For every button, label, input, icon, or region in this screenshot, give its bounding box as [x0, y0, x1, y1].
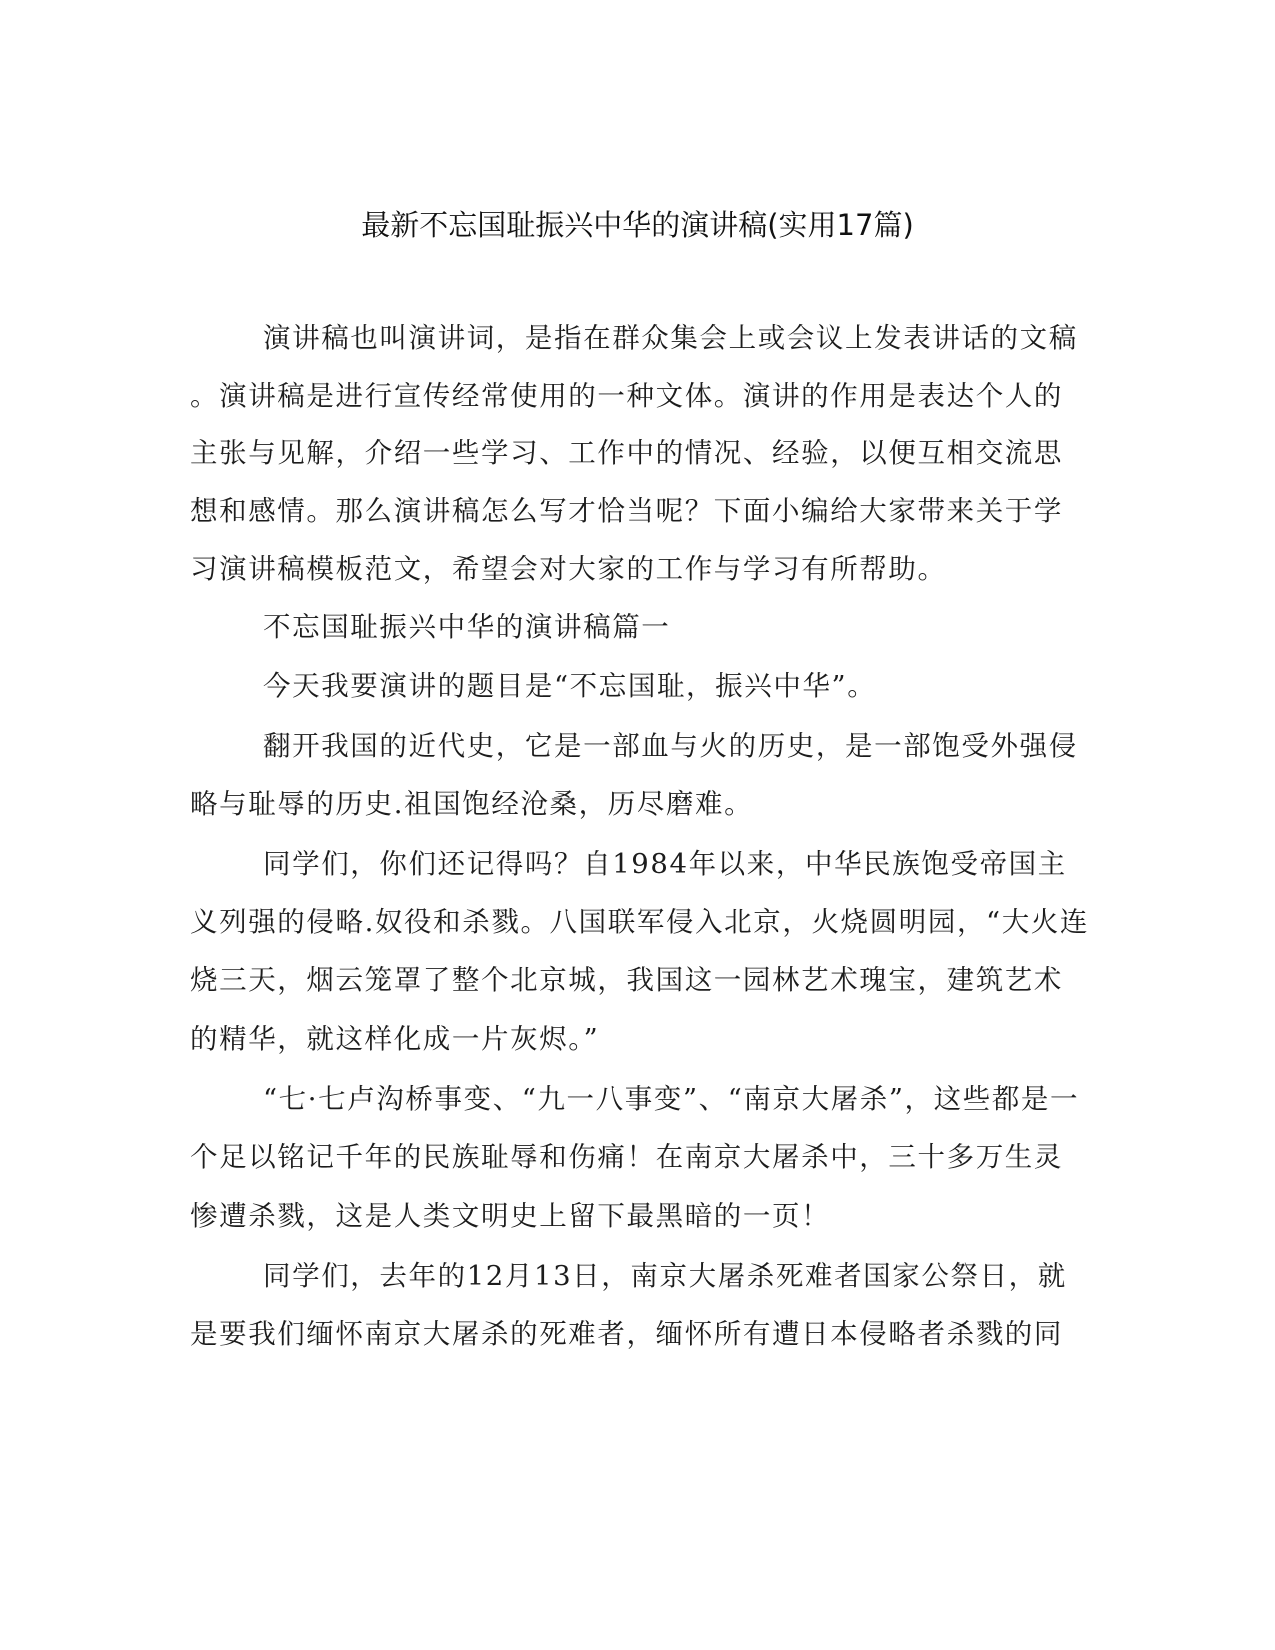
section-heading: 不忘国耻振兴中华的演讲稿篇一 [263, 611, 671, 643]
text-line: 个足以铭记千年的民族耻辱和伤痛！在南京大屠杀中，三十多万生灵 [190, 1141, 1063, 1173]
text-line: 同学们，你们还记得吗？自1984年以来，中华民族饱受帝国主 [263, 848, 1067, 880]
text-line: 翻开我国的近代史，它是一部血与火的历史，是一部饱受外强侵 [263, 730, 1078, 762]
text-line: “七·七卢沟桥事变、“九一八事变”、“南京大屠杀”，这些都是一 [263, 1083, 1080, 1115]
text-line: 义列强的侵略.奴役和杀戮。八国联军侵入北京，火烧圆明园，“大火连 [190, 906, 1089, 938]
text-line: 习演讲稿模板范文，希望会对大家的工作与学习有所帮助。 [190, 553, 947, 585]
text-line: 的精华，就这样化成一片灰烬。” [190, 1023, 600, 1055]
text-line: 烧三天，烟云笼罩了整个北京城，我国这一园林艺术瑰宝，建筑艺术 [190, 964, 1063, 996]
text-line: 今天我要演讲的题目是“不忘国耻，振兴中华”。 [263, 670, 877, 702]
text-line: 同学们，去年的12月13日，南京大屠杀死难者国家公祭日，就 [263, 1260, 1067, 1292]
document-title: 最新不忘国耻振兴中华的演讲稿(实用17篇) [361, 208, 914, 242]
text-line: 略与耻辱的历史.祖国饱经沧桑，历尽磨难。 [190, 788, 754, 820]
text-line: 演讲稿也叫演讲词，是指在群众集会上或会议上发表讲话的文稿 [263, 322, 1078, 354]
text-line: 想和感情。那么演讲稿怎么写才恰当呢？下面小编给大家带来关于学 [190, 495, 1063, 527]
text-line: 惨遭杀戮，这是人类文明史上留下最黑暗的一页！ [190, 1200, 831, 1232]
text-line: 主张与见解，介绍一些学习、工作中的情况、经验，以便互相交流思 [190, 437, 1063, 469]
text-line: 是要我们缅怀南京大屠杀的死难者，缅怀所有遭日本侵略者杀戮的同 [190, 1318, 1063, 1350]
text-line: 。演讲稿是进行宣传经常使用的一种文体。演讲的作用是表达个人的 [190, 380, 1063, 412]
